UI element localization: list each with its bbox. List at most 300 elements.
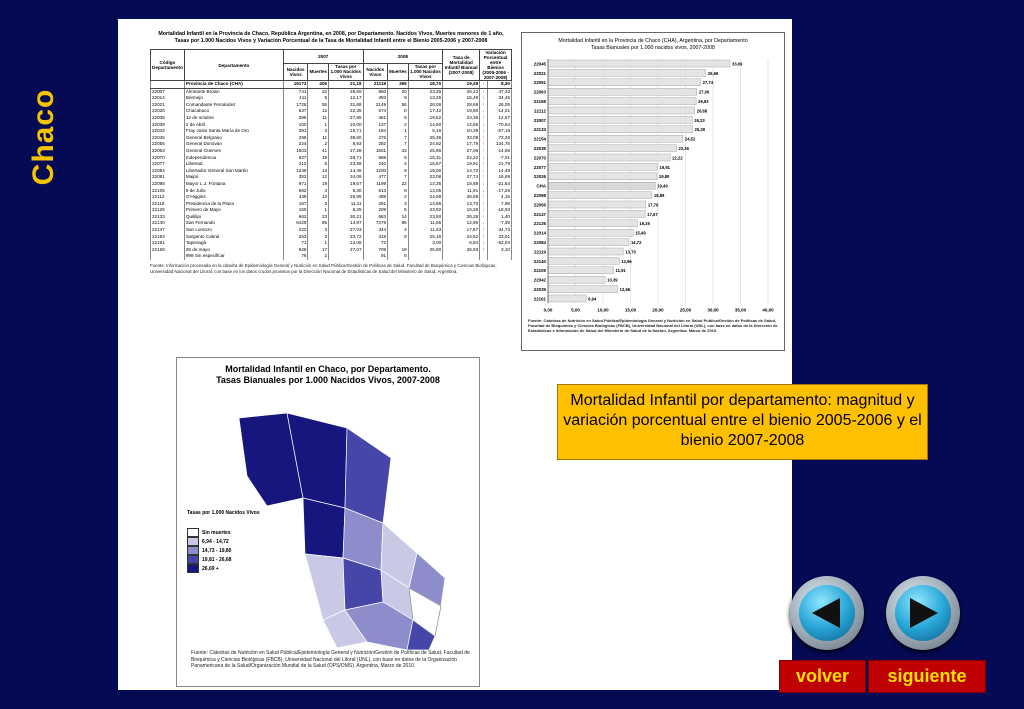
table-cell: 411 xyxy=(283,95,308,102)
map-region-south-a xyxy=(305,554,345,620)
table-cell: 10,39 xyxy=(443,128,480,135)
table-cell: 3 xyxy=(388,201,409,208)
chart-category-label: 22056 xyxy=(533,202,546,208)
table-cell: 25,36 xyxy=(408,135,442,142)
table-cell: 709 xyxy=(363,247,388,254)
table-cell: 461 xyxy=(363,115,388,122)
arrow-right-icon xyxy=(900,590,946,636)
table-cell: 19,49 xyxy=(443,81,480,89)
chart-value-label: 27,74 xyxy=(702,80,714,86)
table-cell: 22026 xyxy=(151,108,185,115)
table-cell: -70,54 xyxy=(487,122,511,129)
table-cell: 393 xyxy=(363,95,388,102)
table-row xyxy=(151,214,512,221)
chart-category-label: 22105 xyxy=(533,268,546,274)
table-cell: Primero de Mayo xyxy=(184,207,283,214)
chart-bar xyxy=(548,267,614,274)
table-cell: 449 xyxy=(283,194,308,201)
col-codigo: Código Departamento xyxy=(151,50,185,81)
col-variacion: Variación Porcentual entre Bienios (2005-2006 - 2007-2008) xyxy=(480,50,512,81)
legend-swatch xyxy=(187,537,199,546)
table-cell: -62,04 xyxy=(487,240,511,247)
table-cell: 12,67 xyxy=(487,115,511,122)
table-cell: 344 xyxy=(363,227,388,234)
col-departamento: Departamento xyxy=(184,50,283,81)
table-cell: 26,06 xyxy=(408,102,442,109)
table-cell: 5,16 xyxy=(408,128,442,135)
table-cell: 7 xyxy=(388,141,409,148)
chart-value-label: 22,22 xyxy=(672,155,683,161)
table-total-row xyxy=(151,81,512,89)
table-cell: 33,01 xyxy=(487,234,511,241)
table-cell: 7379 xyxy=(363,220,388,227)
table-cell: 12 de octubre xyxy=(184,115,283,122)
legend-swatch xyxy=(187,564,199,573)
chart-value-label: 17,67 xyxy=(647,211,658,217)
table-cell: 23 xyxy=(308,214,329,221)
table-cell: 38,60 xyxy=(329,135,363,142)
table-cell: Mayor L.J. Fontana xyxy=(184,181,283,188)
table-cell: 253 xyxy=(283,234,308,241)
table-cell: 160 xyxy=(283,207,308,214)
table-row xyxy=(151,141,512,148)
table-cell: 3,10 xyxy=(487,247,511,254)
table-cell xyxy=(408,253,442,260)
table-cell: 17,79 xyxy=(443,141,480,148)
table-cell: 1601 xyxy=(363,148,388,155)
table-cell xyxy=(151,81,185,89)
legend-item xyxy=(187,528,267,537)
table-cell: ↓ xyxy=(480,220,488,227)
chart-bar xyxy=(548,107,695,114)
chart-value-label: 6,94 xyxy=(588,296,597,302)
table-cell: 25,16 xyxy=(408,234,442,241)
chart-bar xyxy=(548,88,697,95)
table-cell: 11,63 xyxy=(408,227,442,234)
chart-x-tick: 15,00 xyxy=(624,307,637,313)
table-cell: 134,78 xyxy=(487,141,511,148)
back-arrow-button[interactable] xyxy=(790,576,864,650)
chart-value-label: 11,91 xyxy=(615,268,626,274)
legend-swatch xyxy=(187,528,199,537)
table-cell: 276 xyxy=(363,135,388,142)
chart-value-label: 33,09 xyxy=(731,61,743,67)
table-cell: ↑ xyxy=(480,247,488,254)
table-cell: -17,26 xyxy=(487,188,511,195)
table-cell: 628 xyxy=(283,247,308,254)
chart-category-label: 22154 xyxy=(533,136,546,142)
table-cell: 24,59 xyxy=(408,194,442,201)
table-cell: 71 xyxy=(283,240,308,247)
chart-bar xyxy=(548,182,655,189)
chart-x-tick: 0,00 xyxy=(543,307,553,313)
table-cell: 2 xyxy=(388,122,409,129)
chart-category-label: 22045 xyxy=(533,61,546,67)
chart-value-label: 26,23 xyxy=(694,117,705,123)
map-source: Fuente: Cátedras de Nutrición en Salud Pública/Epidemiología General y Nutrición/Gestión de Políticas de Salud, Facultad de Bioquímica y Ciencias Biológicas (FBCB), Universidad Nacional del Litoral (UNL), con base en datos de la Organización Panamericana de la Salud/Organización Mundial de la Salud (OPS/OMS). Argentina, Marzo de 2010. xyxy=(191,650,470,669)
table-cell: General Güemes xyxy=(184,148,283,155)
table-row xyxy=(151,128,512,135)
table-cell: 3 xyxy=(308,227,329,234)
table-cell: ↓ xyxy=(480,108,488,115)
table-cell: ↑ xyxy=(480,81,488,89)
chart-bar xyxy=(548,98,696,105)
table-cell: 23,58 xyxy=(329,161,363,168)
chart-x-tick: 25,00 xyxy=(679,307,692,313)
next-arrow-button[interactable] xyxy=(886,576,960,650)
volver-button[interactable]: volver xyxy=(779,660,866,693)
table-cell: 281 xyxy=(363,201,388,208)
table-cell: 12,17 xyxy=(329,95,363,102)
table-source: Fuente: Información procesada en la cátedra de Epidemiología General y Nutrición en Salud Pública/Gestión de Políticas de Salud. Facultad de Bioquímica y Ciencias Biológicas, Universidad Nacional del Litoral, con base en los datos crudos provistos por la Dirección Nacional de Estadísticas de Salud del Ministerio de Salud, Argentina. xyxy=(150,263,497,274)
table-cell: 19,52 xyxy=(408,115,442,122)
table-cell: ↓ xyxy=(480,181,488,188)
table-cell: ↑ xyxy=(480,214,488,221)
table-cell: 23,26 xyxy=(408,88,442,95)
table-cell: -7,01 xyxy=(487,155,511,162)
table-cell: 14,60 xyxy=(408,122,442,129)
bar-chart xyxy=(522,53,784,313)
table-cell: 3 xyxy=(308,188,329,195)
table-cell: 22084 xyxy=(151,168,185,175)
chart-title-line2: Tasas Bianuales por 1.000 nacidos vivos, 2007-2008 xyxy=(591,44,715,51)
table-cell: 25,86 xyxy=(408,148,442,155)
chart-category-label: 22119 xyxy=(534,249,546,255)
table-cell: ↓ xyxy=(480,188,488,195)
table-cell: 26,05 xyxy=(487,102,511,109)
table-cell: 318 xyxy=(363,234,388,241)
chart-category-label: 22126 xyxy=(533,221,546,227)
table-row xyxy=(151,161,512,168)
col-muertes-2008: Muertes xyxy=(388,63,409,80)
table-cell: 29,69 xyxy=(329,88,363,95)
table-cell: 11,11 xyxy=(329,201,363,208)
table-cell: 137 xyxy=(363,122,388,129)
table-cell: General Belgrano xyxy=(184,135,283,142)
chart-category-label: 22035 xyxy=(533,145,546,151)
table-cell: 18,70 xyxy=(408,81,442,89)
table-cell: 11,65 xyxy=(408,220,442,227)
chart-category-label: 22091 xyxy=(533,80,546,86)
table-cell: 28,95 xyxy=(329,194,363,201)
table-row xyxy=(151,227,512,234)
table-cell: 22126 xyxy=(151,207,185,214)
chart-bar xyxy=(548,69,706,76)
table-cell: 22045 xyxy=(151,135,185,142)
table-cell: ↓ xyxy=(480,128,488,135)
chart-x-tick: 35,00 xyxy=(734,307,747,313)
table-cell: Libertador General San Martín xyxy=(184,168,283,175)
chart-category-label: 22063 xyxy=(533,89,546,95)
table-cell: 395 xyxy=(388,81,409,89)
table-cell: 11 xyxy=(308,115,329,122)
chart-category-label: CHA xyxy=(536,183,546,189)
table-cell: 14,87 xyxy=(329,220,363,227)
chart-bar xyxy=(548,116,692,123)
table-cell: 22098 xyxy=(151,181,185,188)
table-cell: 24,82 xyxy=(408,141,442,148)
table-cell: 22007 xyxy=(151,88,185,95)
table-cell: ↑ xyxy=(480,141,488,148)
table-cell: 19 xyxy=(308,155,329,162)
table-cell: 662 xyxy=(283,214,308,221)
table-cell: San Lorenzo xyxy=(184,227,283,234)
table-cell: 13 xyxy=(308,168,329,175)
table-cell: 14,72 xyxy=(443,168,480,175)
legend-swatch xyxy=(187,555,199,564)
chart-value-label: 26,69 xyxy=(707,70,719,76)
table-cell: 6,25 xyxy=(329,207,363,214)
side-title-text: Chaco xyxy=(27,88,60,186)
table-cell: 5 xyxy=(308,161,329,168)
table-cell: 22168 xyxy=(151,247,185,254)
table-cell: 860 xyxy=(363,88,388,95)
chart-value-label: 12,96 xyxy=(621,258,632,264)
table-cell: 27,03 xyxy=(329,227,363,234)
chart-bar xyxy=(548,163,658,170)
table-cell: 2 xyxy=(308,253,329,260)
table-cell: 15,00 xyxy=(408,168,442,175)
table-cell: 43 xyxy=(388,148,409,155)
table-cell: 8 xyxy=(388,253,409,260)
table-cell: 30,21 xyxy=(329,214,363,221)
table-cell: 10,00 xyxy=(329,122,363,129)
table-cell: 16,26 xyxy=(443,207,480,214)
table-cell: General Donovan xyxy=(184,141,283,148)
chart-value-label: 18,89 xyxy=(653,192,665,198)
table-cell: 240 xyxy=(363,161,388,168)
table-cell: ↓ xyxy=(480,207,488,214)
table-cell: 2149 xyxy=(363,102,388,109)
table-cell: 26,68 xyxy=(443,194,480,201)
chart-category-label: 22140 xyxy=(533,258,546,264)
table-cell: 22021 xyxy=(151,102,185,109)
table-cell: 5 xyxy=(388,207,409,214)
chart-category-label: 22021 xyxy=(533,70,546,76)
side-title xyxy=(14,80,74,200)
table-cell: 741 xyxy=(283,88,308,95)
table-cell: 1 xyxy=(308,240,329,247)
table-cell: 22140 xyxy=(151,220,185,227)
map-region-northeast xyxy=(345,428,391,523)
table-cell: 488 xyxy=(363,194,388,201)
col-2007: 2007 xyxy=(283,50,363,64)
table-cell: 23,72 xyxy=(329,234,363,241)
table-cell: 21,79 xyxy=(487,161,511,168)
chart-category-label: 22026 xyxy=(533,174,546,180)
table-cell: ↑ xyxy=(480,234,488,241)
table-cell: ↑ xyxy=(480,135,488,142)
table-cell: 27,28 xyxy=(329,148,363,155)
chart-value-label: 13,70 xyxy=(625,249,636,255)
table-cell: 4,15 xyxy=(487,194,511,201)
table-cell: 6429 xyxy=(283,220,308,227)
table-cell: 14 xyxy=(388,214,409,221)
table-cell: Chacabuco xyxy=(184,108,283,115)
chart-category-label: 22084 xyxy=(533,239,546,245)
col-2008: 2008 xyxy=(363,50,443,64)
info-box: Mortalidad Infantil por departamento: magnitud y variación porcentual entre el bienio 2005-2006 y el bienio 2007-2008 xyxy=(557,384,928,460)
table-cell: 14,08 xyxy=(329,240,363,247)
map-title-line1: Mortalidad Infantil en Chaco, por Departamento. xyxy=(225,364,431,374)
table-cell: 55 xyxy=(308,102,329,109)
table-row xyxy=(151,234,512,241)
table-row xyxy=(151,168,512,175)
table-cell: 41 xyxy=(308,148,329,155)
legend-label: 19,81 - 26,68 xyxy=(202,556,232,563)
table-cell: 3 xyxy=(308,234,329,241)
table-cell: 34,09 xyxy=(329,174,363,181)
table-cell: 19,57 xyxy=(329,181,363,188)
table-cell xyxy=(487,253,511,260)
table-cell: ↑ xyxy=(480,148,488,155)
chaco-map xyxy=(177,358,479,658)
table-cell: 4 xyxy=(388,227,409,234)
table-cell: 627 xyxy=(283,155,308,162)
chart-bar xyxy=(548,201,646,208)
table-cell: 22 xyxy=(308,88,329,95)
col-tasas-2008: Tasas por 1.000 Nacidos Vivos xyxy=(410,64,441,80)
table-cell: 0 xyxy=(388,108,409,115)
table-cell: 12,66 xyxy=(443,122,480,129)
chart-value-label: 17,79 xyxy=(647,202,659,208)
table-cell: 9 de Julio xyxy=(184,188,283,195)
table-title-line1: Mortalidad Infantil en la Provincia de Chaco, República Argentina, en 2008, por Departamento. Nacidos Vivos, Muertes menores de 1 año, xyxy=(158,31,504,37)
table-cell: 391 xyxy=(283,128,308,135)
chart-bar xyxy=(548,229,633,236)
table-cell: 14,48 xyxy=(487,168,511,175)
chart-value-label: 27,06 xyxy=(698,89,710,95)
table-cell: ↑ xyxy=(480,95,488,102)
table-cell: -14,01 xyxy=(487,108,511,115)
table-cell: -18,93 xyxy=(487,207,511,214)
chart-title-line1: Mortalidad Infantil en la Provincia de Chaco (CHA), Argentina, por Departamento xyxy=(558,38,748,44)
table-cell: 27,74 xyxy=(443,174,480,181)
table-cell: 16,67 xyxy=(408,161,442,168)
legend-item xyxy=(187,537,267,546)
table-cell: 282 xyxy=(363,141,388,148)
table-cell: 22119 xyxy=(151,201,185,208)
table-cell: ↑ xyxy=(480,227,488,234)
table-cell: 537 xyxy=(283,108,308,115)
table-cell: ↑ xyxy=(480,88,488,95)
chart-bar xyxy=(548,257,619,264)
table-cell: Comandante Fernández xyxy=(184,102,283,109)
table-cell: ↑ xyxy=(480,174,488,181)
table-cell: 100 xyxy=(283,122,308,129)
chart-x-tick: 10,00 xyxy=(597,307,609,313)
table-row xyxy=(151,135,512,142)
table-cell: 34,45 xyxy=(487,95,511,102)
table-cell: 9 xyxy=(388,95,409,102)
table-cell xyxy=(388,240,409,247)
table-cell: 18,89 xyxy=(443,181,480,188)
table-cell: 47,33 xyxy=(487,88,511,95)
map-title-line2: Tasas Bianuales por 1.000 Nacidos Vivos, 2007-2008 xyxy=(216,375,440,385)
table-row xyxy=(151,207,512,214)
table-cell: San Fernando xyxy=(184,220,283,227)
table-row xyxy=(151,194,512,201)
table-row xyxy=(151,108,512,115)
legend-item xyxy=(187,564,267,573)
table-cell: 22147 xyxy=(151,227,185,234)
table-cell: 17,67 xyxy=(443,227,480,234)
table-cell: ↓ xyxy=(480,240,488,247)
table-row xyxy=(151,102,512,109)
chart-category-label: 22161 xyxy=(533,296,546,302)
table-cell: 22039 xyxy=(151,122,185,129)
table-cell: 25 de mayo xyxy=(184,247,283,254)
table-cell: 23,36 xyxy=(443,115,480,122)
table-cell: 8 xyxy=(388,234,409,241)
table-cell xyxy=(480,253,488,260)
legend-rows xyxy=(187,528,267,573)
chart-value-label: 16,26 xyxy=(639,221,650,227)
table-cell: 28,69 xyxy=(443,102,480,109)
table-cell: 7 xyxy=(388,135,409,142)
mortality-table xyxy=(150,49,512,260)
table-cell: 13,05 xyxy=(408,188,442,195)
table-cell: 22 xyxy=(388,181,409,188)
table-cell: 1 xyxy=(388,128,409,135)
table-row xyxy=(151,174,512,181)
legend-label: 6,94 - 14,72 xyxy=(202,538,229,545)
legend-title: Tasas por 1.000 Nacidos Vivos xyxy=(187,510,260,516)
table-cell: 212 xyxy=(283,161,308,168)
bar-chart-panel xyxy=(521,32,785,351)
chart-category-label: 22168 xyxy=(533,98,546,104)
table-cell: ↓ xyxy=(480,168,488,175)
table-cell: 8 xyxy=(388,188,409,195)
table-cell: 14,66 xyxy=(487,148,511,155)
chart-value-label: 15,49 xyxy=(635,230,646,236)
table-cell: 12 xyxy=(308,174,329,181)
table-cell: 13 xyxy=(308,194,329,201)
siguiente-button[interactable]: siguiente xyxy=(868,660,986,693)
table-cell: Bermejo xyxy=(184,95,283,102)
table-cell: 971 xyxy=(283,181,308,188)
legend-item xyxy=(187,546,267,555)
table-cell: ↑ xyxy=(480,201,488,208)
table-cell: -7,39 xyxy=(487,220,511,227)
table-cell: 22112 xyxy=(151,194,185,201)
table-cell: Almirante Brown xyxy=(184,88,283,95)
table-cell: 22105 xyxy=(151,188,185,195)
table-cell: 3 xyxy=(308,201,329,208)
chart-category-label: 22112 xyxy=(534,108,546,114)
chart-bar xyxy=(548,220,637,227)
table-cell: 22133 xyxy=(151,214,185,221)
chart-value-label: 12,66 xyxy=(619,286,631,292)
table-cell: 73 xyxy=(363,240,388,247)
chart-x-tick: 30,00 xyxy=(707,307,719,313)
table-cell: -57,19 xyxy=(487,128,511,135)
table-cell: 19,91 xyxy=(443,161,480,168)
chart-bar xyxy=(548,60,730,67)
table-row xyxy=(151,181,512,188)
table-cell: 1503 xyxy=(283,148,308,155)
chart-category-label: 22070 xyxy=(533,155,546,161)
table-cell: 167 xyxy=(283,201,308,208)
table-cell: 26,28 xyxy=(443,214,480,221)
table-cell: 31,88 xyxy=(329,102,363,109)
table-cell: O'Higgins xyxy=(184,194,283,201)
table-cell: 613 xyxy=(363,188,388,195)
chart-value-label: 10,39 xyxy=(607,277,618,283)
table-cell: 19 xyxy=(388,247,409,254)
table-cell: 22091 xyxy=(151,174,185,181)
table-cell: 8,93 xyxy=(329,141,363,148)
